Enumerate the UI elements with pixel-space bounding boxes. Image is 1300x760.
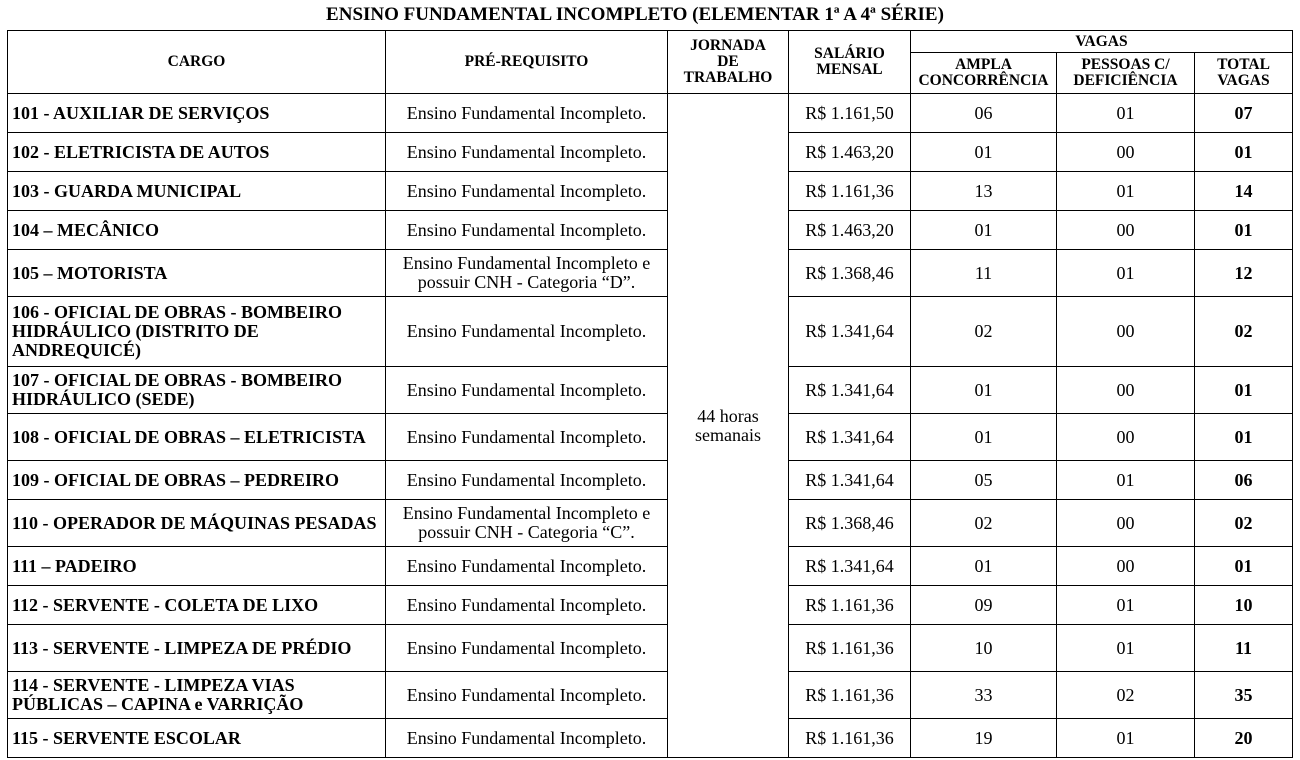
cargo-cell: 111 – PADEIRO — [8, 547, 386, 586]
pcd-cell: 00 — [1057, 211, 1195, 250]
salario-cell: R$ 1.161,36 — [789, 672, 911, 719]
header-ampla-line1: AMPLA — [955, 56, 1012, 73]
header-jornada-line2: DE — [717, 53, 739, 70]
jornada-line1: 44 horas — [697, 405, 759, 426]
table-row — [8, 297, 1293, 367]
pre-requisito-cell: Ensino Fundamental Incompleto. — [386, 94, 668, 133]
pcd-cell: 00 — [1057, 547, 1195, 586]
salario-cell: R$ 1.341,64 — [789, 367, 911, 414]
salario-cell: R$ 1.161,36 — [789, 625, 911, 672]
total-cell: 01 — [1195, 133, 1293, 172]
header-salario-line2: MENSAL — [816, 61, 883, 78]
total-cell: 01 — [1195, 367, 1293, 414]
ampla-cell: 01 — [911, 211, 1057, 250]
salario-cell: R$ 1.341,64 — [789, 297, 911, 367]
header-pcd — [1057, 53, 1195, 94]
cargo-cell: 109 - OFICIAL DE OBRAS – PEDREIRO — [8, 461, 386, 500]
table-row — [8, 500, 1293, 547]
header-salario — [789, 31, 911, 94]
total-cell: 02 — [1195, 297, 1293, 367]
ampla-cell: 10 — [911, 625, 1057, 672]
ampla-cell: 06 — [911, 94, 1057, 133]
table-row — [8, 250, 1293, 297]
pre-requisito-cell: Ensino Fundamental Incompleto. — [386, 547, 668, 586]
pre-requisito-cell: Ensino Fundamental Incompleto. — [386, 211, 668, 250]
pcd-cell: 01 — [1057, 94, 1195, 133]
ampla-cell: 01 — [911, 367, 1057, 414]
salario-cell: R$ 1.368,46 — [789, 500, 911, 547]
salario-cell: R$ 1.161,36 — [789, 172, 911, 211]
pre-requisito-cell: Ensino Fundamental Incompleto. — [386, 586, 668, 625]
cargo-cell: 112 - SERVENTE - COLETA DE LIXO — [8, 586, 386, 625]
pre-requisito-cell: Ensino Fundamental Incompleto e possuir CNH - Categoria “C”. — [386, 500, 668, 547]
cargo-cell: 101 - AUXILIAR DE SERVIÇOS — [8, 94, 386, 133]
salario-cell: R$ 1.463,20 — [789, 133, 911, 172]
pcd-cell: 01 — [1057, 250, 1195, 297]
cargo-cell: 103 - GUARDA MUNICIPAL — [8, 172, 386, 211]
salario-cell: R$ 1.341,64 — [789, 414, 911, 461]
table-row — [8, 586, 1293, 625]
cargo-cell: 106 - OFICIAL DE OBRAS - BOMBEIRO HIDRÁULICO (DISTRITO DE ANDREQUICÉ) — [8, 297, 386, 367]
ampla-cell: 09 — [911, 586, 1057, 625]
table-row — [8, 547, 1293, 586]
total-cell: 06 — [1195, 461, 1293, 500]
cargo-cell: 110 - OPERADOR DE MÁQUINAS PESADAS — [8, 500, 386, 547]
cargo-cell: 102 - ELETRICISTA DE AUTOS — [8, 133, 386, 172]
pcd-cell: 00 — [1057, 297, 1195, 367]
pre-requisito-cell: Ensino Fundamental Incompleto. — [386, 414, 668, 461]
ampla-cell: 13 — [911, 172, 1057, 211]
table-row — [8, 625, 1293, 672]
pcd-cell: 02 — [1057, 672, 1195, 719]
header-total — [1195, 53, 1293, 94]
table-row — [8, 172, 1293, 211]
pre-requisito-cell: Ensino Fundamental Incompleto. — [386, 719, 668, 758]
salario-cell: R$ 1.161,50 — [789, 94, 911, 133]
table-row — [8, 719, 1293, 758]
table-row — [8, 211, 1293, 250]
header-vagas: VAGAS — [911, 31, 1293, 53]
header-ampla-line2: CONCORRÊNCIA — [918, 72, 1049, 89]
pre-requisito-cell: Ensino Fundamental Incompleto. — [386, 461, 668, 500]
ampla-cell: 11 — [911, 250, 1057, 297]
header-salario-line1: SALÁRIO — [814, 45, 885, 62]
header-pre-requisito: PRÉ-REQUISITO — [386, 31, 668, 94]
table-row — [8, 461, 1293, 500]
pcd-cell: 00 — [1057, 133, 1195, 172]
pre-requisito-cell: Ensino Fundamental Incompleto. — [386, 297, 668, 367]
total-cell: 01 — [1195, 211, 1293, 250]
ampla-cell: 05 — [911, 461, 1057, 500]
ampla-cell: 01 — [911, 547, 1057, 586]
ampla-cell: 02 — [911, 297, 1057, 367]
total-cell: 07 — [1195, 94, 1293, 133]
pcd-cell: 01 — [1057, 172, 1195, 211]
ampla-cell: 01 — [911, 414, 1057, 461]
table-row — [8, 367, 1293, 414]
cargo-cell: 108 - OFICIAL DE OBRAS – ELETRICISTA — [8, 414, 386, 461]
total-cell: 12 — [1195, 250, 1293, 297]
table-row — [8, 672, 1293, 719]
vagas-table — [7, 30, 1293, 758]
pcd-cell: 00 — [1057, 367, 1195, 414]
pcd-cell: 00 — [1057, 500, 1195, 547]
ampla-cell: 33 — [911, 672, 1057, 719]
pre-requisito-cell: Ensino Fundamental Incompleto. — [386, 367, 668, 414]
pre-requisito-cell: Ensino Fundamental Incompleto. — [386, 625, 668, 672]
cargo-cell: 114 - SERVENTE - LIMPEZA VIAS PÚBLICAS – CAPINA e VARRIÇÃO — [8, 672, 386, 719]
salario-cell: R$ 1.368,46 — [789, 250, 911, 297]
header-jornada-line3: TRABALHO — [683, 69, 773, 86]
total-cell: 35 — [1195, 672, 1293, 719]
header-ampla — [911, 53, 1057, 94]
total-cell: 14 — [1195, 172, 1293, 211]
pcd-cell: 00 — [1057, 414, 1195, 461]
jornada-cell — [668, 94, 789, 758]
salario-cell: R$ 1.341,64 — [789, 461, 911, 500]
salario-cell: R$ 1.463,20 — [789, 211, 911, 250]
total-cell: 02 — [1195, 500, 1293, 547]
table-title: ENSINO FUNDAMENTAL INCOMPLETO (ELEMENTAR 1ª A 4ª SÉRIE) — [326, 4, 944, 25]
header-pcd-line1: PESSOAS C/ — [1081, 56, 1170, 73]
salario-cell: R$ 1.161,36 — [789, 719, 911, 758]
pre-requisito-cell: Ensino Fundamental Incompleto. — [386, 672, 668, 719]
pcd-cell: 01 — [1057, 586, 1195, 625]
table-row — [8, 133, 1293, 172]
header-pcd-line2: DEFICIÊNCIA — [1073, 72, 1178, 89]
pcd-cell: 01 — [1057, 719, 1195, 758]
pcd-cell: 01 — [1057, 461, 1195, 500]
ampla-cell: 01 — [911, 133, 1057, 172]
table-row — [8, 414, 1293, 461]
cargo-cell: 105 – MOTORISTA — [8, 250, 386, 297]
pcd-cell: 01 — [1057, 625, 1195, 672]
table-row — [8, 94, 1293, 133]
pre-requisito-cell: Ensino Fundamental Incompleto e possuir CNH - Categoria “D”. — [386, 250, 668, 297]
total-cell: 20 — [1195, 719, 1293, 758]
header-jornada — [668, 31, 789, 94]
total-cell: 10 — [1195, 586, 1293, 625]
salario-cell: R$ 1.341,64 — [789, 547, 911, 586]
ampla-cell: 02 — [911, 500, 1057, 547]
pre-requisito-cell: Ensino Fundamental Incompleto. — [386, 133, 668, 172]
cargo-cell: 115 - SERVENTE ESCOLAR — [8, 719, 386, 758]
header-cargo: CARGO — [8, 31, 386, 94]
salario-cell: R$ 1.161,36 — [789, 586, 911, 625]
header-total-line1: TOTAL — [1217, 56, 1270, 73]
pre-requisito-cell: Ensino Fundamental Incompleto. — [386, 172, 668, 211]
cargo-cell: 107 - OFICIAL DE OBRAS - BOMBEIRO HIDRÁULICO (SEDE) — [8, 367, 386, 414]
header-total-line2: VAGAS — [1217, 72, 1270, 89]
total-cell: 01 — [1195, 414, 1293, 461]
total-cell: 01 — [1195, 547, 1293, 586]
header-jornada-line1: JORNADA — [690, 37, 766, 54]
total-cell: 11 — [1195, 625, 1293, 672]
jornada-line2: semanais — [695, 424, 761, 445]
cargo-cell: 113 - SERVENTE - LIMPEZA DE PRÉDIO — [8, 625, 386, 672]
ampla-cell: 19 — [911, 719, 1057, 758]
cargo-cell: 104 – MECÂNICO — [8, 211, 386, 250]
